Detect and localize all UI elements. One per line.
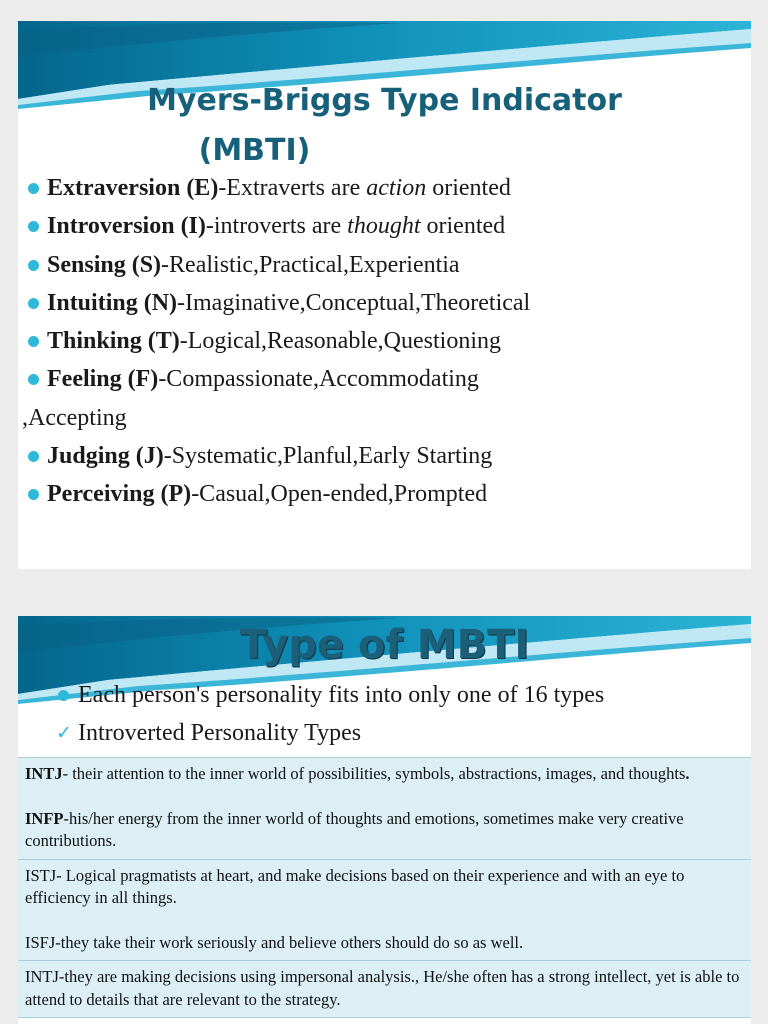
list-item [46, 676, 604, 714]
trait-term: Feeling [47, 366, 122, 393]
trait-letter: (I) [174, 213, 206, 240]
table-row [18, 961, 751, 1018]
slide-title-line-2: (MBTI) [198, 133, 311, 168]
trait-letter: (E) [180, 175, 219, 201]
trait-emphasis: action [366, 175, 427, 201]
bullet-icon [58, 690, 69, 701]
type-description [25, 865, 744, 910]
trait-emphasis: thought [347, 213, 421, 240]
type-text-end: . [685, 764, 690, 783]
trait-description-end: oriented [420, 213, 506, 240]
trait-description: -Systematic,Planful,Early Starting [163, 443, 493, 470]
table-row [18, 758, 751, 860]
check-mark-icon: ✓ [56, 722, 72, 744]
trait-description: -Compassionate,Accommodating [158, 366, 479, 393]
list-item [18, 207, 530, 245]
bullet-icon [28, 489, 39, 500]
trait-term: Intuiting [47, 289, 138, 316]
trait-letter: (J) [129, 443, 164, 470]
type-text: -they take their work seriously and believe others should do so as well. [55, 932, 524, 952]
trait-term: Extraversion [47, 175, 181, 201]
trait-list [18, 169, 530, 514]
list-item [18, 169, 530, 207]
bullet-icon [28, 374, 39, 385]
type-text: - Logical pragmatists at heart, and make decisions based on their experience and with an eye to efficiency in all things. [25, 865, 685, 907]
list-item [18, 246, 530, 284]
bullet-icon [28, 298, 39, 309]
type-text: - their attention to the inner world of possibilities, symbols, abstractions, images, and thoughts [62, 764, 686, 783]
list-item [18, 322, 530, 360]
type-text: -they are making decisions using impersonal analysis., He/she often has a strong intellect, yet is able to attend to details that are relevant to the strategy. [25, 967, 740, 1009]
type-code: ISTJ [25, 865, 57, 885]
slide-title: Type of MBTI [239, 622, 530, 668]
type-code: INFP [25, 808, 64, 828]
type-table [18, 757, 751, 1018]
type-code: ISFJ [25, 932, 56, 952]
trait-description: -Realistic,Practical,Experientia [161, 251, 460, 278]
list-item [18, 475, 530, 513]
trait-description: -introverts are [205, 213, 348, 240]
bullet-icon [28, 260, 39, 271]
type-description [25, 763, 744, 786]
table-row [18, 860, 751, 962]
trait-description: -Casual,Open-ended,Prompted [191, 481, 488, 508]
list-item [18, 360, 530, 398]
trait-letter: (S) [125, 251, 162, 278]
list-item [18, 437, 530, 475]
slide-mbti-types [18, 616, 751, 1024]
slide-title-line-1: Myers-Briggs Type Indicator [147, 83, 622, 118]
slide-mbti-traits [18, 21, 751, 569]
trait-term: Judging [47, 443, 130, 470]
trait-term: Thinking [47, 328, 142, 355]
trait-term: Introversion [47, 213, 175, 240]
trait-letter: (N) [137, 289, 178, 316]
list-item [18, 284, 530, 322]
trait-description-end: oriented [426, 175, 511, 201]
trait-description: -Logical,Reasonable,Questioning [179, 328, 501, 355]
bullet-icon [28, 451, 39, 462]
list-item-continuation: ,Accepting [22, 404, 127, 431]
trait-description: -Extraverts are [218, 175, 367, 201]
type-description [25, 966, 744, 1011]
list-item-text: Each person's personality fits into only one of 16 types [78, 682, 605, 708]
type-intro-list [46, 676, 604, 752]
trait-description: -Imaginative,Conceptual,Theoretical [177, 289, 531, 316]
type-code: INTJ [25, 764, 63, 783]
bullet-icon [28, 336, 39, 347]
trait-letter: (P) [154, 481, 192, 508]
bullet-icon [28, 221, 39, 232]
type-description [25, 932, 744, 955]
trait-term: Perceiving [47, 481, 155, 508]
list-item [46, 714, 604, 752]
trait-letter: (T) [141, 328, 180, 355]
type-description [25, 808, 744, 853]
trait-term: Sensing [47, 251, 126, 278]
list-item-text: Introverted Personality Types [78, 720, 362, 746]
trait-letter: (F) [121, 366, 159, 393]
bullet-icon [28, 183, 39, 194]
type-code: INTJ [25, 967, 59, 986]
type-text: -his/her energy from the inner world of thoughts and emotions, sometimes make very creative contributions. [25, 808, 684, 850]
